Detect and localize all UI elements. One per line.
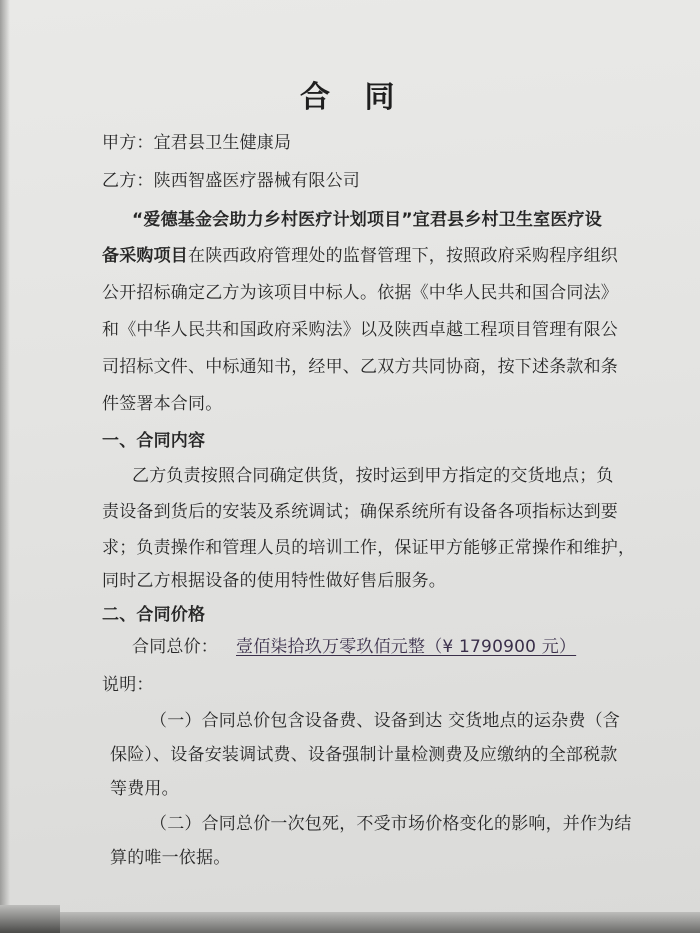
intro-line-6: 件签署本合同。	[102, 394, 223, 414]
note-2-line-2: 算的唯一依据。	[110, 848, 231, 868]
note-1-line-2: 保险）、设备安装调试费、设备强制计量检测费及应缴纳的全部税款	[110, 745, 618, 765]
section-1-line-2: 责设备到货后的安装及系统调试；确保系统所有设备各项指标达到要	[102, 502, 618, 522]
intro-line-2-rest: 在陕西政府管理处的监督管理下，按照政府采购程序组织	[188, 246, 618, 266]
intro-line-3: 公开招标确定乙方为该项目中标人。依据《中华人民共和国合同法》	[102, 283, 618, 303]
intro-line-4: 和《中华人民共和国政府采购法》以及陕西卓越工程项目管理有限公	[102, 320, 618, 340]
document-title: 合 同	[300, 80, 407, 115]
intro-line-1: “爱德基金会助力乡村医疗计划项目”宜君县乡村卫生室医疗设	[132, 210, 602, 230]
section-1-line-4: 同时乙方根据设备的使用特性做好售后服务。	[102, 571, 446, 591]
note-1-line-3: 等费用。	[110, 779, 179, 799]
intro-line-5: 司招标文件、中标通知书，经甲、乙双方共同协商，按下述条款和条	[102, 357, 618, 377]
page-edge-shadow	[0, 0, 10, 933]
contract-total-value: 壹佰柒拾玖万零玖佰元整（¥ 1790900 元）	[236, 637, 577, 657]
intro-line-2	[102, 241, 618, 266]
page-bottom-edge	[0, 912, 700, 933]
contract-total-line	[132, 632, 576, 657]
section-1-line-1: 乙方负责按照合同确定供货，按时运到甲方指定的交货地点；负	[132, 466, 614, 486]
page-bottom-corner-shadow	[0, 905, 60, 933]
section-1-line-3: 求；负责操作和管理人员的培训工作，保证甲方能够正常操作和维护，	[102, 538, 636, 558]
party-b-line: 乙方：陕西智盛医疗器械有限公司	[102, 171, 360, 191]
contract-total-label: 合同总价：	[132, 637, 218, 657]
note-1-line-1: （一）合同总价包含设备费、设备到达 交货地点的运杂费（含	[150, 711, 621, 731]
notes-label: 说明：	[102, 675, 154, 695]
intro-project-name-end: 备采购项目	[102, 246, 188, 266]
party-a-line: 甲方：宜君县卫生健康局	[102, 133, 292, 153]
section-2-heading: 二、合同价格	[102, 605, 206, 625]
note-2-line-1: （二）合同总价一次包死，不受市场价格变化的影响，并作为结	[150, 814, 632, 834]
section-1-heading: 一、合同内容	[102, 431, 206, 451]
